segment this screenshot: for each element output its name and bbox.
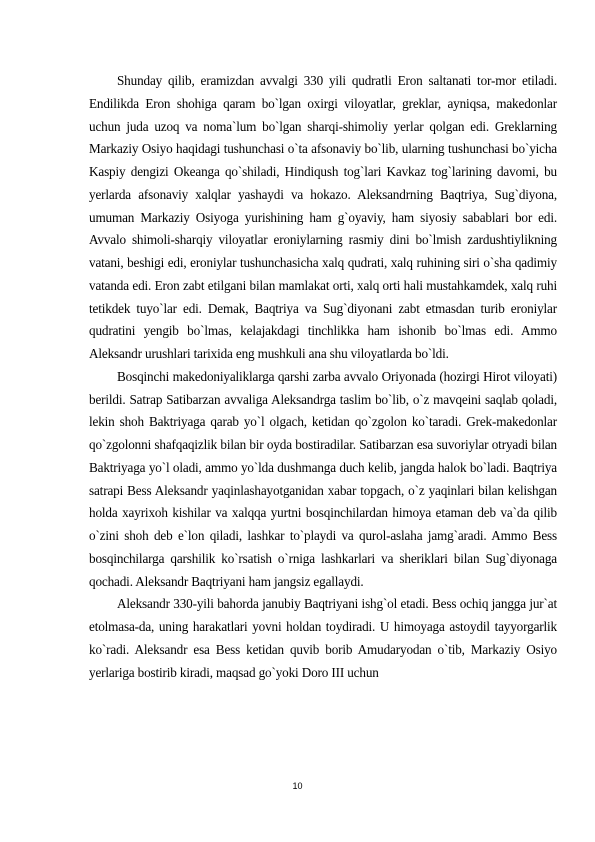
paragraph-1: Shunday qilib, eramizdan avvalgi 330 yili qudratli Eron saltanati tor-mor etiladi. Endilikda Eron shohiga qaram bo`lgan oxirgi viloyatlar, greklar, ayniqsa, makedonlar uchun juda uzoq va noma`lum bo`lgan sharqi-shimoliy yerlar qolgan edi. Greklarning Markaziy Osiyo haqidagi tushunchasi o`ta afsonaviy bo`lib, ularning tushunchasi bo`yicha Kaspiy dengizi Okeanga qo`shiladi, Hindiqush tog`lari Kavkaz tog`larining davomi, bu yerlarda afsonaviy xalqlar yashaydi va hokazo. Aleksandrning Baqtriya, Sug`diyona, umuman Markaziy Osiyoga yurishining ham g`oyaviy, ham siyosiy sabablari bor edi. Avvalo shimoli-sharqiy viloyatlar eroniylarning rasmiy dini bo`lmish zardushtiylikning vatani, beshigi edi, eroniylar tushunchasicha xalq qudrati, xalq ruhining siri o`sha qadimiy vatanda edi. Eron zabt etilgani bilan mamlakat orti, xalq orti hali mustahkamdek, xalq ruhi tetikdek tuyo`lar edi. Demak, Baqtriya va Sug`diyonani zabt etmasdan turib eroniylar qudratini yengib bo`lmas, kelajakdagi tinchlikka ham ishonib bo`lmas edi. Ammo Aleksandr urushlari tarixida eng mushkuli ana shu viloyatlarda bo`ldi. bbox=[89, 73, 557, 361]
body-text bbox=[89, 70, 557, 684]
page-number: 10 bbox=[292, 781, 303, 791]
paragraph-3: Aleksandr 330-yili bahorda janubiy Baqtriyani ishg`ol etadi. Bess ochiq jangga jur`at etolmasa-da, uning harakatlari yovni holdan toydiradi. U himoyaga astoydil tayyorgarlik ko`radi. Aleksandr esa Bess ketidan quvib borib Amudaryodan o`tib, Markaziy Osiyo yerlariga bostirib kiradi, maqsad go`yoki Doro III uchun bbox=[89, 596, 557, 680]
paragraph-2: Bosqinchi makedoniyaliklarga qarshi zarba avvalo Oriyonada (hozirgi Hirot viloyati) berildi. Satrap Satibarzan avvaliga Aleksandrga taslim bo`lib, o`z mavqeini saqlab qoladi, lekin shoh Baktriyaga qarab yo`l olgach, ketidan qo`zgolon ko`taradi. Grek-makedonlar qo`zgolonni shafqaqizlik bilan bir oyda bostiradilar. Satibarzan esa suvoriylar otryadi bilan Baktriyaga yo`l oladi, ammo yo`lda dushmanga duch kelib, jangda halok bo`ladi. Baqtriya satrapi Bess Aleksandr yaqinlashayotganidan xabar topgach, o`z yaqinlari bilan kelishgan holda xayrixoh kishilar va xalqqa yurtni bosqinchilardan himoya etaman deb va`da qilib o`zini shoh deb e`lon qiladi, lashkar to`playdi va qurol-aslaha jamg`aradi. Ammo Bess bosqinchilarga qarshilik ko`rsatish o`rniga lashkarlari va sheriklari bilan Sug`diyonaga qochadi. Aleksandr Baqtriyani ham jangsiz egallaydi. bbox=[89, 368, 557, 589]
